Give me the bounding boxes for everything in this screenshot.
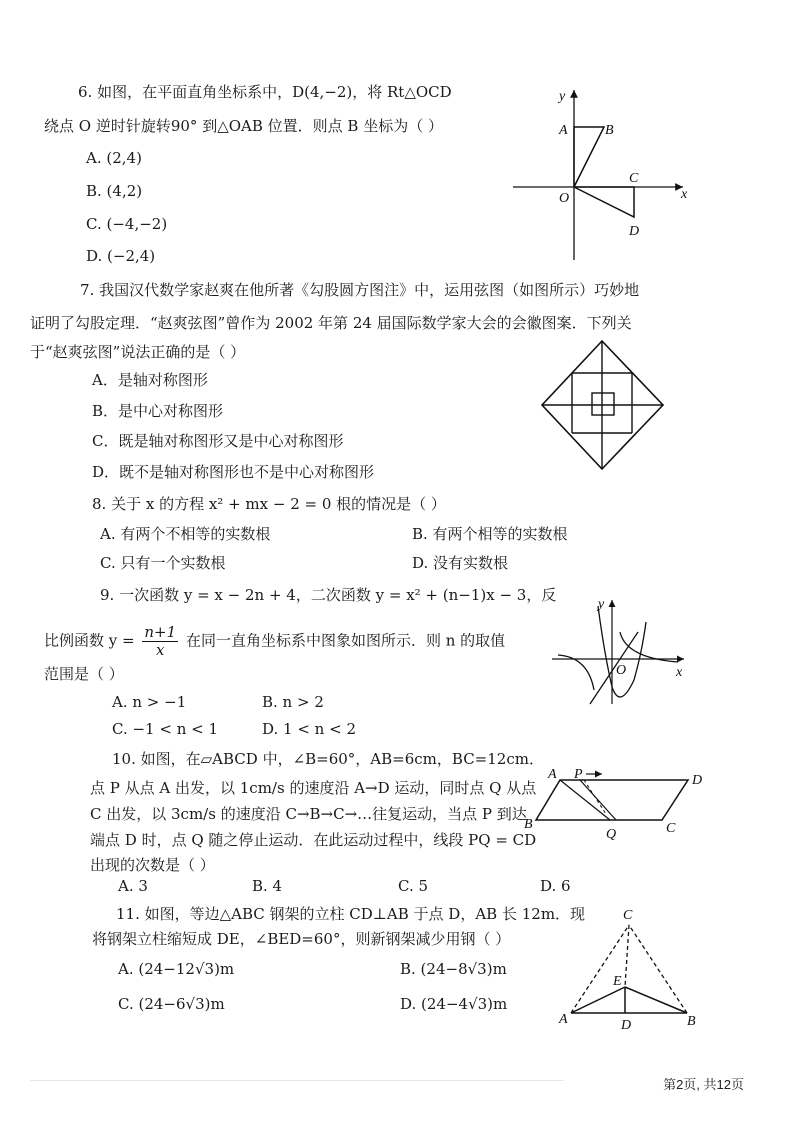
q6-option-a: A. (2,4)	[86, 149, 142, 167]
q11-stem-line2: 将钢架立柱缩短成 DE，∠BED=60°，则新钢架减少用钢（ ）	[92, 930, 511, 948]
q10-label-a: A	[548, 767, 557, 782]
q6-triangle-ocd	[574, 187, 634, 217]
q9-stem-prefix: 比例函数 y =	[44, 631, 135, 650]
q11-option-b: B. (24−8√3)m	[400, 960, 507, 978]
q8-option-a: A. 有两个不相等的实数根	[100, 525, 271, 543]
q10-option-b: B. 4	[252, 877, 283, 895]
q11-option-c: C. (24−6√3)m	[118, 995, 225, 1013]
q7-option-a: A．是轴对称图形	[92, 371, 208, 389]
q9-option-c: C. −1 < n < 1	[112, 720, 219, 738]
q11-label-b: B	[687, 1014, 696, 1029]
q9-stem-line2	[44, 624, 505, 659]
q7-option-b: B．是中心对称图形	[92, 402, 224, 420]
q7-option-c: C．既是轴对称图形又是中心对称图形	[92, 432, 344, 450]
q10-stem-line3: C 出发，以 3cm/s 的速度沿 C→B→C→…往复运动，当点 P 到达	[90, 805, 527, 823]
q10-label-c: C	[666, 821, 676, 836]
q11-label-a: A	[559, 1012, 568, 1027]
q10-stem-line5: 出现的次数是（ ）	[90, 856, 215, 874]
q9-fraction-denominator: x	[156, 641, 165, 659]
q9-hyperbola-right	[620, 632, 678, 662]
q6-label-x: x	[681, 187, 688, 202]
q7-stem-line1: 7. 我国汉代数学家赵爽在他所著《勾股圆方图注》中，运用弦图（如图所示）巧妙地	[80, 281, 640, 299]
q9-label-y: y	[598, 597, 605, 612]
q11-steel-frame-figure	[555, 905, 705, 1035]
q6-label-y: y	[559, 89, 566, 104]
q9-linear-graph	[590, 632, 638, 704]
q9-fraction	[142, 624, 178, 659]
q11-post-cd-upper	[625, 925, 629, 987]
q8-option-d: D. 没有实数根	[412, 554, 509, 572]
q10-stem-line1: 10. 如图，在▱ABCD 中，∠B=60°，AB=6cm，BC=12cm．	[112, 750, 544, 768]
q10-stem-line2: 点 P 从点 A 出发，以 1cm/s 的速度沿 A→D 运动，同时点 Q 从点	[90, 779, 537, 797]
q10-option-c: C. 5	[398, 877, 429, 895]
q6-coordinate-figure	[505, 80, 695, 265]
q10-option-a: A. 3	[118, 877, 148, 895]
q6-option-c: C. (−4,−2)	[86, 215, 168, 233]
q11-label-d: D	[621, 1018, 632, 1033]
q9-stem-line1: 9. 一次函数 y = x − 2n + 4，二次函数 y = x² + (n−1)x − 3，反	[100, 586, 557, 604]
q7-option-d: D．既不是轴对称图形也不是中心对称图形	[92, 463, 375, 481]
q11-side-bc	[629, 925, 687, 1013]
q8-stem: 8. 关于 x 的方程 x² + mx − 2 = 0 根的情况是（ ）	[92, 495, 446, 513]
q7-zhaoshuang-figure	[535, 338, 670, 473]
q9-option-a: A. n > −1	[112, 693, 187, 711]
q9-function-graph	[548, 592, 693, 710]
q6-stem-line2: 绕点 O 逆时针旋转90° 到△OAB 位置．则点 B 坐标为（ ）	[44, 117, 443, 135]
q6-label-a: A	[559, 123, 568, 138]
q7-stem-line3: 于“赵爽弦图”说法正确的是（ ）	[30, 343, 246, 361]
q10-label-d: D	[692, 773, 703, 788]
q9-stem-line3: 范围是（ ）	[44, 665, 124, 683]
q6-triangle-oab	[574, 127, 604, 187]
q6-label-c: C	[629, 171, 639, 186]
q11-option-a: A. (24−12√3)m	[118, 960, 235, 978]
q10-stem-line4: 端点 D 时，点 Q 随之停止运动．在此运动过程中，线段 PQ = CD	[90, 831, 537, 849]
q6-label-o: O	[559, 191, 570, 206]
q9-parabola	[598, 606, 646, 697]
q9-label-o: O	[616, 663, 627, 678]
q10-option-d: D. 6	[540, 877, 571, 895]
q10-label-p: P	[574, 767, 583, 782]
q6-option-b: B. (4,2)	[86, 182, 143, 200]
q6-label-b: B	[605, 123, 614, 138]
q6-label-d: D	[629, 224, 640, 239]
q9-option-b: B. n > 2	[262, 693, 324, 711]
q9-fraction-numerator: n+1	[144, 623, 177, 641]
q9-stem-suffix: 在同一直角坐标系中图象如图所示．则 n 的取值	[185, 631, 506, 650]
page-number: 第2页, 共12页	[663, 1077, 744, 1092]
q10-label-q: Q	[606, 827, 617, 842]
q8-option-b: B. 有两个相等的实数根	[412, 525, 568, 543]
q7-stem-line2: 证明了勾股定理．“赵爽弦图”曾作为 2002 年第 24 届国际数学家大会的会徽图案．下列关	[30, 314, 632, 332]
q11-label-e: E	[613, 974, 622, 989]
q10-parallelogram-abcd	[536, 780, 688, 820]
q11-option-d: D. (24−4√3)m	[400, 995, 508, 1013]
q10-label-b: B	[524, 817, 533, 832]
q9-label-x: x	[676, 665, 683, 680]
footer-divider	[30, 1080, 564, 1081]
q8-option-c: C. 只有一个实数根	[100, 554, 226, 572]
q9-option-d: D. 1 < n < 2	[262, 720, 356, 738]
q10-parallelogram-figure	[520, 762, 720, 842]
q11-stem-line1: 11. 如图，等边△ABC 钢架的立柱 CD⊥AB 于点 D，AB 长 12m．现	[116, 905, 586, 923]
q6-option-d: D. (−2,4)	[86, 247, 156, 265]
q9-hyperbola-left	[558, 655, 594, 690]
q11-label-c: C	[623, 908, 633, 923]
q7-inner-square	[592, 393, 614, 415]
q6-stem-line1: 6. 如图，在平面直角坐标系中，D(4,−2)，将 Rt△OCD	[78, 83, 452, 101]
